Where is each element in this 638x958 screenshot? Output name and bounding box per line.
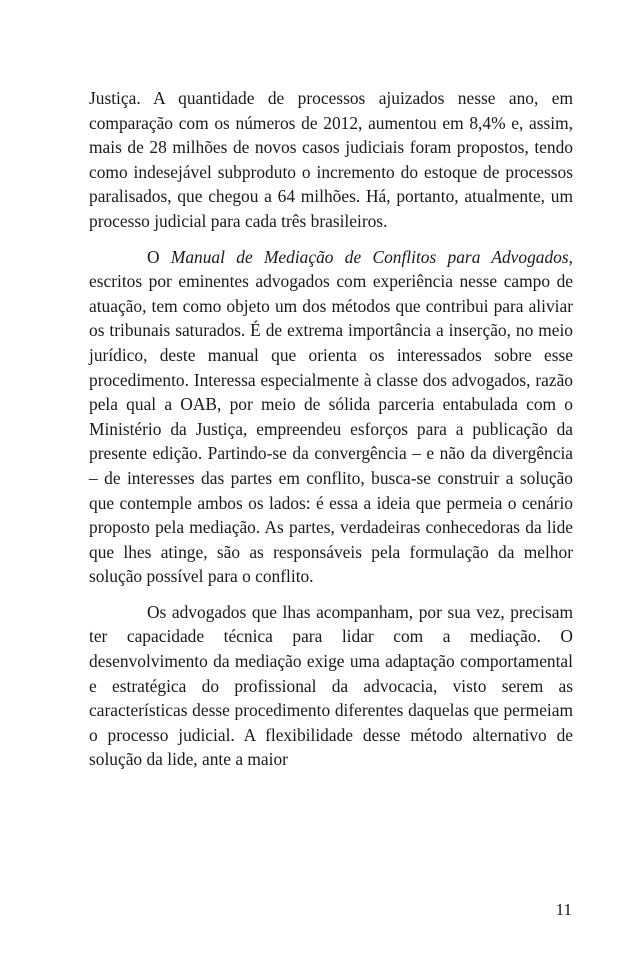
- book-title: Manual de Mediação de Conflitos para Advogados: [170, 246, 569, 267]
- paragraph-1: Justiça. A quantidade de processos ajuizados nesse ano, em comparação com os números de 2012, aumentou em 8,4% e, assim, mais de 28 milhões de novos casos judiciais foram propostos, tendo como indesejável subproduto o incremento do estoque de processos paralisados, que chegou a 64 milhões. Há, portanto, atualmente, um processo judicial para cada três brasileiros.: [89, 88, 573, 231]
- paragraph-2-body: , escritos por eminentes advogados com experiência nesse campo de atuação, tem como objeto um dos métodos que contribui para aliviar os tribunais saturados. É de extrema importância a inserção, no meio jurídico, deste manual que orienta os interessados sobre esse procedimento. Interessa especialmente à classe dos advogados, razão pela qual a OAB, por meio de sólida parceria entabulada com o Ministério da Justiça, empreendeu esforços para a publicação da presente edição. Partindo-se da convergência – e não da divergência – de interesses das partes em conflito, busca-se construir a solução que contemple ambos os lados: é essa a ideia que permeia o cenário proposto pela mediação. As partes, verdadeiras conhecedoras da lide que lhes atinge, são as responsáveis pela formulação da melhor solução possível para o conflito.: [89, 246, 573, 587]
- body-text: [89, 86, 573, 772]
- paragraph-3: Os advogados que lhas acompanham, por sua vez, precisam ter capacidade técnica para lidar com a mediação. O desenvolvimento da mediação exige uma adaptação comportamental e estratégica do profissional da advocacia, visto serem as características desse procedimento diferentes daquelas que permeiam o processo judicial. A flexibilidade desse método alternativo de solução da lide, ante a maior: [89, 601, 573, 770]
- paragraph-2-lead: O: [147, 246, 171, 267]
- paragraph-2: [89, 245, 573, 589]
- page-number: 11: [555, 900, 572, 919]
